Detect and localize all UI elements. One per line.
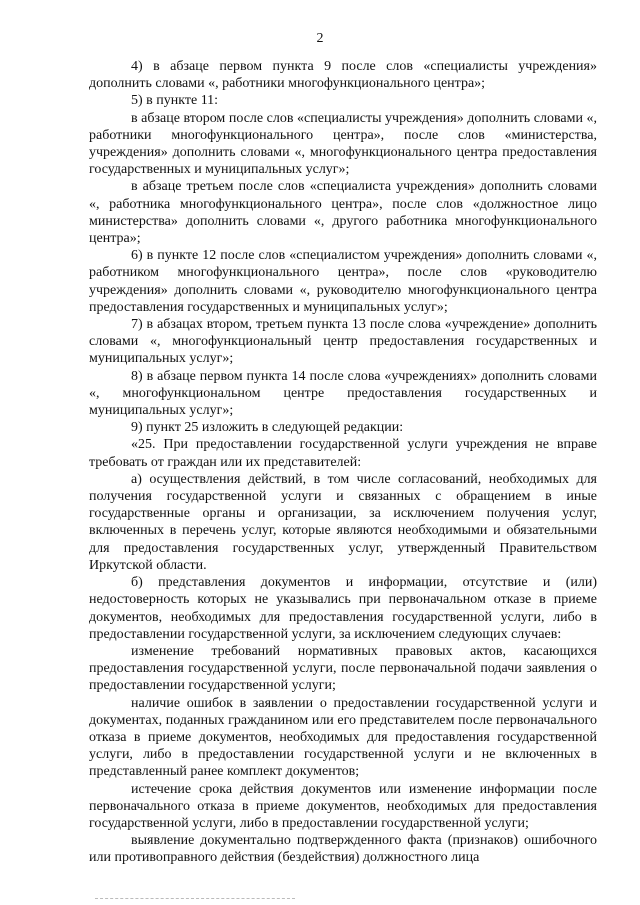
paragraph-case-3: истечение срока действия документов или изменение информации после первоначального отказа в приеме документов, необходимых для предоставления государственной услуги, либо в предоставлении государственной услуги;	[89, 781, 597, 831]
scan-artifact-line	[95, 898, 295, 900]
paragraph-case-2: наличие ошибок в заявлении о предоставлении государственной услуги и документах, поданных гражданином или его представителем после первоначального отказа в приеме документов, необходимых для предоставления государственной услуги, либо в предоставлении государственной услуги и не включенных в представленный ранее комплект документов;	[89, 695, 597, 780]
document-body	[89, 58, 597, 867]
paragraph-item-8: 8) в абзаце первом пункта 14 после слова «учреждениях» дополнить словами «, многофункциональном центре предоставления государственных и муниципальных услуг»;	[89, 368, 597, 419]
paragraph-item-6: 6) в пункте 12 после слов «специалистом учреждения» дополнить словами «, работником многофункционального центра», после слов «руководителю учреждения» дополнить словами «, руководителю многофункционального центра предоставления государственных и муниципальных услуг»;	[89, 248, 597, 315]
paragraph-item-4: 4) в абзаце первом пункта 9 после слов «специалисты учреждения» дополнить словами «, работники многофункционального центра»;	[89, 59, 597, 92]
paragraph-item-5-third-abzats: в абзаце третьем после слов «специалиста учреждения» дополнить словами «, работника многофункционального центра», после слов «должностное лицо министерства» дополнить словами «, другого работника многофункционального центра»;	[89, 179, 597, 247]
paragraph-item-5: 5) в пункте 11:	[131, 93, 219, 109]
paragraph-subpoint-a: а) осуществления действий, в том числе согласований, необходимых для получения государственной услуги и связанных с обращением в иные государственные органы и организации, за исключением получения услуг, включенных в перечень услуг, которые являются необходимыми и обязательными для предоставления государственных услуг, утвержденный Правительством Иркутской области.	[89, 471, 597, 573]
paragraph-item-5-second-abzats: в абзаце втором после слов «специалисты учреждения» дополнить словами «, работники многофункционального центра», после слов «министерства, учреждения» дополнить словами «, многофункционального центра предоставления государственных и муниципальных услуг»;	[89, 110, 597, 178]
paragraph-case-1: изменение требований нормативных правовых актов, касающихся предоставления государственной услуги, после первоначальной подачи заявления о предоставлении государственной услуги;	[89, 643, 597, 694]
page-number: 2	[316, 31, 324, 46]
paragraph-point-25: «25. При предоставлении государственной услуги учреждения не вправе требовать от граждан или их представителей:	[89, 437, 597, 470]
paragraph-case-4: выявление документально подтвержденного факта (признаков) ошибочного или противоправного действия (бездействия) должностного лица	[89, 833, 597, 866]
paragraph-subpoint-b: б) представления документов и информации, отсутствие и (или) недостоверность которых не указывались при первоначальном отказе в приеме документов, необходимых для предоставления государственной услуги, либо в предоставлении государственной услуги, за исключением следующих случаев:	[89, 575, 597, 642]
paragraph-item-9: 9) пункт 25 изложить в следующей редакции:	[131, 420, 404, 436]
paragraph-item-7: 7) в абзацах втором, третьем пункта 13 после слова «учреждение» дополнить словами «, многофункциональный центр предоставления государственных и муниципальных услуг»;	[89, 317, 597, 367]
